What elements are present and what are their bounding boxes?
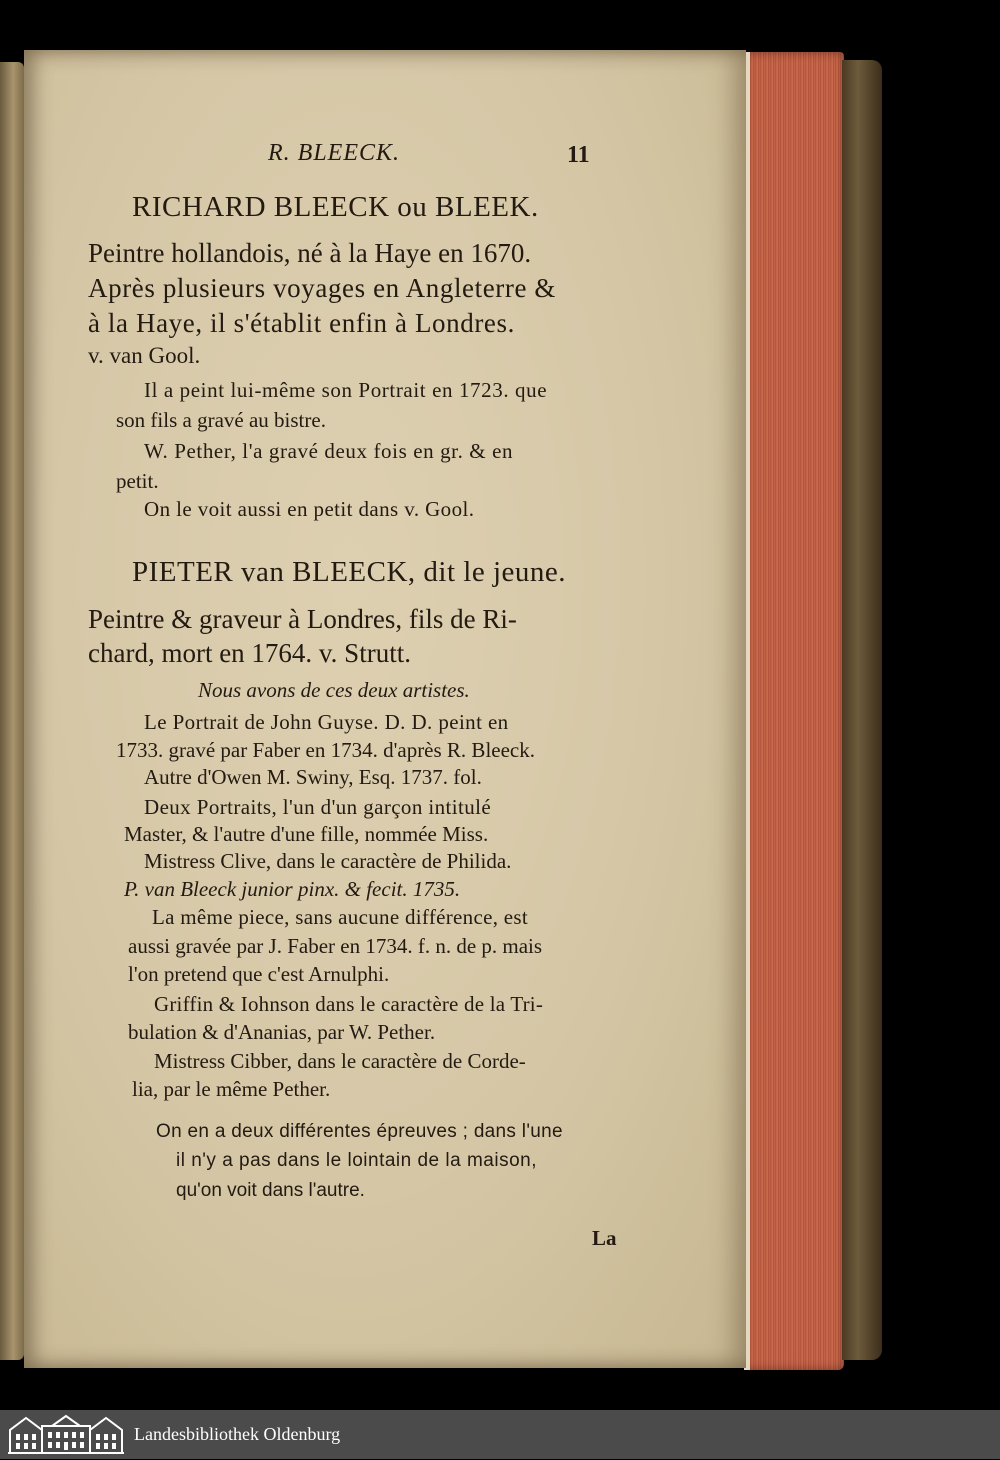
- footnote-line: il n'y a pas dans le lointain de la maison,: [176, 1150, 537, 1171]
- catchword: La: [592, 1226, 617, 1250]
- work-line: lia, par le même Pether.: [132, 1077, 331, 1101]
- note-line: W. Pether, l'a gravé deux fois en gr. & en: [144, 439, 514, 463]
- body-line: Après plusieurs voyages en Angleterre &: [88, 273, 557, 303]
- body-line: Peintre hollandois, né à la Haye en 1670.: [88, 238, 532, 268]
- footnote-line: On en a deux différentes épreuves ; dans l'une: [156, 1121, 563, 1142]
- work-line: Mistress Clive, dans le caractère de Philida.: [144, 849, 512, 873]
- book-page: [24, 50, 746, 1368]
- body-line: Peintre & graveur à Londres, fils de Ri-: [88, 604, 517, 634]
- page-block-red-edge: [744, 52, 844, 1370]
- entry-heading-richard-bleeck: RICHARD BLEECK ou BLEEK.: [132, 191, 539, 223]
- work-line: bulation & d'Ananias, par W. Pether.: [128, 1020, 436, 1044]
- left-page-edge: [0, 62, 24, 1360]
- work-line: l'on pretend que c'est Arnulphi.: [128, 962, 390, 986]
- work-line: Autre d'Owen M. Swiny, Esq. 1737. fol.: [144, 765, 482, 789]
- subheading: Nous avons de ces deux artistes.: [198, 678, 470, 702]
- work-line: Mistress Cibber, dans le caractère de Corde-: [154, 1049, 526, 1073]
- work-line: aussi gravée par J. Faber en 1734. f. n. de p. mais: [128, 934, 543, 958]
- library-building-logo: [6, 1412, 126, 1460]
- book-cover-edge: [842, 60, 882, 1360]
- library-footer-bar: [0, 1410, 1000, 1459]
- work-line: Master, & l'autre d'une fille, nommée Miss.: [124, 822, 489, 846]
- work-line: Le Portrait de John Guyse. D. D. peint en: [144, 710, 509, 734]
- footnote-line: qu'on voit dans l'autre.: [176, 1180, 365, 1201]
- note-line: son fils a gravé au bistre.: [116, 408, 326, 432]
- work-line: Griffin & Iohnson dans le caractère de la Tri-: [154, 992, 544, 1016]
- running-head-title: R. BLEECK.: [268, 140, 401, 166]
- note-line: Il a peint lui-même son Portrait en 1723. que: [144, 378, 548, 402]
- body-line: chard, mort en 1764. v. Strutt.: [88, 638, 411, 668]
- note-line: petit.: [116, 469, 159, 493]
- work-line: Deux Portraits, l'un d'un garçon intitulé: [144, 795, 492, 819]
- work-line: P. van Bleeck junior pinx. & fecit. 1735.: [124, 877, 461, 901]
- page-number: 11: [567, 142, 590, 168]
- body-line: v. van Gool.: [88, 343, 201, 368]
- note-line: On le voit aussi en petit dans v. Gool.: [144, 497, 475, 521]
- entry-heading-pieter-van-bleeck: PIETER van BLEECK, dit le jeune.: [132, 556, 567, 588]
- work-line: 1733. gravé par Faber en 1734. d'après R. Bleeck.: [116, 738, 535, 762]
- body-line: à la Haye, il s'établit enfin à Londres.: [88, 308, 515, 338]
- work-line: La même piece, sans aucune différence, est: [152, 905, 529, 929]
- library-name: Landesbibliothek Oldenburg: [134, 1424, 341, 1444]
